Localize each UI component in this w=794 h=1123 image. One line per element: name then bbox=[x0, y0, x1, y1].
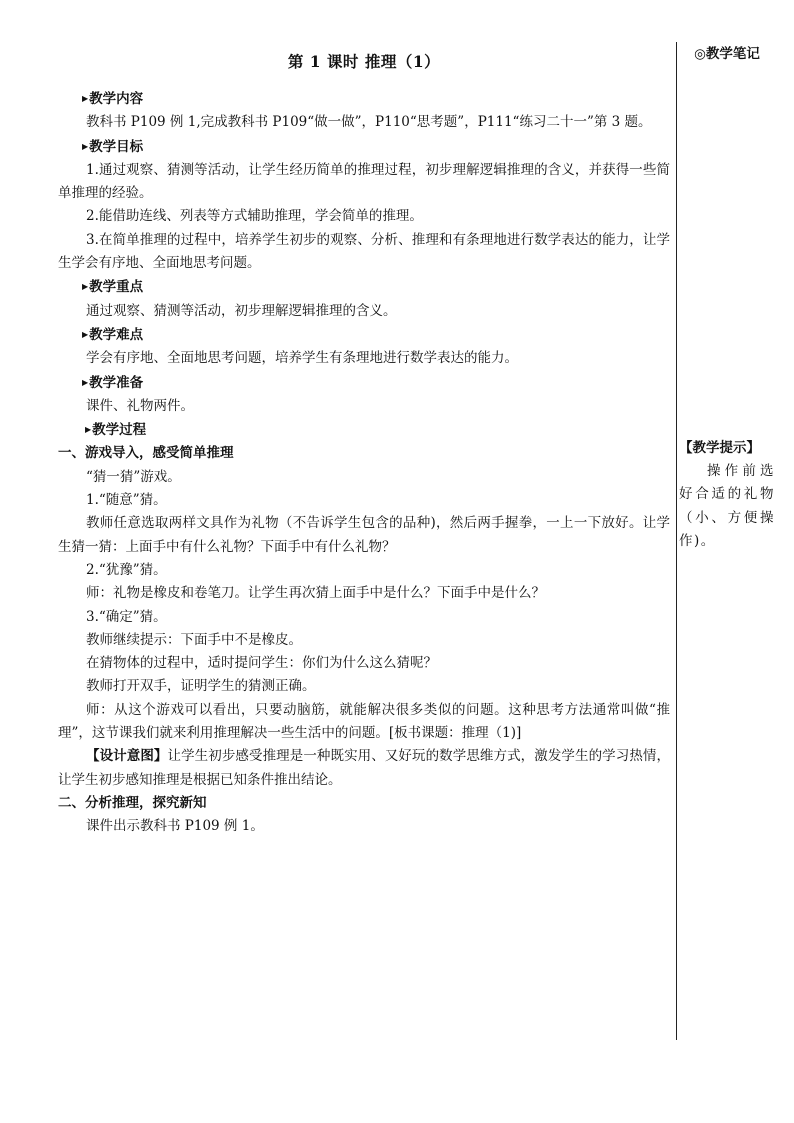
part1-title: 一、游戏导入，感受简单推理 bbox=[58, 445, 234, 462]
key-heading-label: 教学重点 bbox=[89, 279, 144, 296]
game-text: “猜一猜”游戏。 bbox=[86, 468, 181, 485]
content-heading-label: 教学内容 bbox=[89, 91, 144, 107]
section-heading-content bbox=[58, 87, 670, 111]
summary-text: 师：从这个游戏可以看出，只要动脑筋，就能解决很多类似的问题。这种思考方法通常叫做“推理”，这节课我们就来利用推理解决一些生活中的问题。[板书课题：推理（1)] bbox=[58, 701, 670, 742]
page-title: 第 1 课时 推理（1） bbox=[287, 52, 441, 71]
content-text: 教科书 P109 例 1,完成教科书 P109“做一做”，P110“思考题”，P111“练习二十一”第 3 题。 bbox=[86, 114, 652, 131]
notes-heading: ◎教学笔记 bbox=[694, 46, 760, 62]
step2-text: 师：礼物是橡皮和卷笔刀。让学生再次猜上面手中是什么？下面手中是什么？ bbox=[86, 585, 545, 602]
design-intent-text: 让学生初步感受推理是一种既实用、又好玩的数学思维方式，激发学生的学习热情，让学生初步感知推理是根据已知条件推出结论。 bbox=[58, 748, 670, 788]
goal-3: 3.在简单推理的过程中，培养学生初步的观察、分析、推理和有条理地进行数学表达的能力，让学生学会有序地、全面地思考问题。 bbox=[58, 231, 670, 272]
tip-body: 操作前选好合适的礼物（小、方便操作)。 bbox=[679, 463, 775, 549]
ask-text: 在猜物体的过程中，适时提问学生：你们为什么这么猜呢？ bbox=[86, 655, 437, 672]
step3-text: 教师继续提示：下面手中不是橡皮。 bbox=[86, 631, 302, 648]
key-text: 通过观察、猜测等活动，初步理解逻辑推理的含义。 bbox=[86, 302, 397, 319]
section-heading-key bbox=[58, 275, 670, 299]
section-heading-prep bbox=[58, 371, 670, 395]
step1-text: 教师任意选取两样文具作为礼物（不告诉学生包含的品种)，然后两手握拳，一上一下放好。让学生猜一猜：上面手中有什么礼物？下面手中有什么礼物？ bbox=[58, 515, 670, 555]
step3-label: 3.“确定”猜。 bbox=[86, 608, 167, 625]
column-divider bbox=[676, 42, 677, 1040]
prep-heading-label: 教学准备 bbox=[89, 374, 144, 391]
process-heading-label: 教学过程 bbox=[92, 422, 147, 439]
goals-heading-label: 教学目标 bbox=[89, 138, 144, 155]
section-heading-difficulty bbox=[58, 323, 670, 347]
triangle-bullet-icon: ▶ bbox=[82, 140, 89, 151]
open-text: 教师打开双手，证明学生的猜测正确。 bbox=[86, 678, 316, 695]
section-heading-process bbox=[58, 418, 670, 442]
difficulty-text: 学会有序地、全面地思考问题，培养学生有条理地进行数学表达的能力。 bbox=[86, 350, 518, 367]
goal-1: 1.通过观察、猜测等活动，让学生经历简单的推理过程，初步理解逻辑推理的含义，并获得一些简单推理的经验。 bbox=[58, 161, 670, 202]
step2-label: 2.“犹豫”猜。 bbox=[86, 561, 167, 578]
lesson-plan-main bbox=[58, 42, 670, 839]
triangle-bullet-icon: ▶ bbox=[82, 281, 89, 292]
design-intent-label: 【设计意图】 bbox=[86, 748, 168, 765]
part2-title: 二、分析推理，探究新知 bbox=[58, 794, 207, 811]
triangle-bullet-icon: ▶ bbox=[82, 328, 89, 339]
goal-2: 2.能借助连线、列表等方式辅助推理，学会简单的推理。 bbox=[86, 208, 423, 225]
difficulty-heading-label: 教学难点 bbox=[89, 326, 144, 343]
triangle-bullet-icon: ▶ bbox=[85, 424, 92, 435]
tip-heading: 【教学提示】 bbox=[679, 440, 760, 456]
part2-text: 课件出示教科书 P109 例 1。 bbox=[86, 818, 264, 835]
triangle-bullet-icon: ▶ bbox=[82, 376, 89, 387]
triangle-bullet-icon: ▶ bbox=[82, 93, 89, 103]
design-intent bbox=[58, 745, 670, 792]
section-heading-goals bbox=[58, 135, 670, 159]
prep-text: 课件、礼物两件。 bbox=[86, 397, 194, 414]
step1-label: 1.“随意”猜。 bbox=[86, 492, 167, 509]
